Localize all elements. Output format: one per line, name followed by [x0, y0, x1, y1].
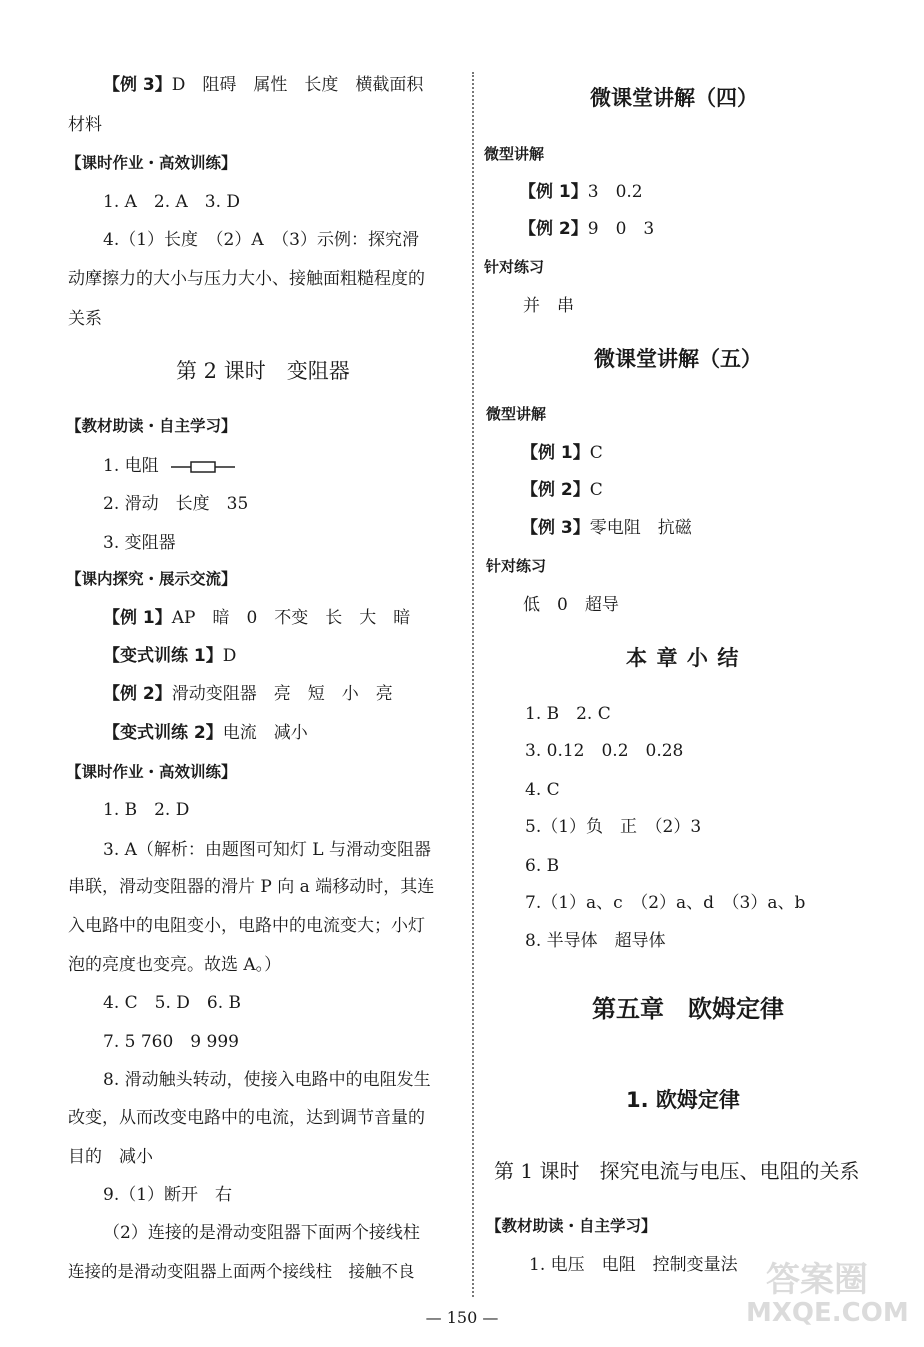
answer-line: 8. 滑动触头转动，使接入电路中的电阻发生 [103, 1070, 431, 1090]
example-3-line [103, 74, 423, 96]
variant-1-line [103, 645, 236, 667]
resistor-symbol-icon [171, 460, 235, 474]
section-header: 【教材助读・自主学习】 [66, 417, 237, 435]
chapter-summary-title: 本章小结 [626, 646, 748, 670]
example-1-line [519, 181, 643, 203]
answer-text: 1. 电阻 [103, 456, 159, 476]
answer-line: 入电路中的电阻变小，电路中的电流变大；小灯 [68, 916, 425, 936]
column-divider [472, 72, 474, 1297]
section-header: 【课时作业・高效训练】 [66, 154, 237, 172]
answer-line: （2）连接的是滑动变阻器下面两个接线柱 [103, 1223, 420, 1243]
answer-line: 7.（1）a、c （2）a、d （3）a、b [525, 893, 806, 913]
watermark-url: MXQE.COM [746, 1298, 909, 1328]
text-line: 材料 [68, 115, 102, 135]
answer-line: 3. A（解析：由题图可知灯 L 与滑动变阻器 [103, 840, 431, 860]
answer-line: 1. 电压 电阻 控制变量法 [529, 1255, 738, 1275]
answer-line: 4.（1）长度 （2）A （3）示例：探究滑 [103, 230, 419, 250]
example-1-line [521, 442, 603, 464]
subsection-header: 微型讲解 [484, 145, 545, 163]
example-answer: AP 暗 0 不变 长 大 暗 [171, 608, 411, 628]
watermark-text: 答案圈 [766, 1260, 868, 1300]
example-tag: 【例 3】 [103, 75, 172, 95]
example-2-line [519, 218, 654, 240]
variant-tag: 【变式训练 1】 [103, 646, 223, 666]
example-answer: C [589, 443, 603, 463]
section-title: 微课堂讲解（五） [594, 347, 762, 371]
variant-2-line [103, 722, 308, 744]
answer-line: 3. 变阻器 [103, 533, 176, 553]
section-title: 1. 欧姆定律 [626, 1088, 740, 1112]
answer-line: 1. B 2. D [103, 800, 190, 820]
section-title: 微课堂讲解（四） [590, 86, 758, 110]
answer-line: 4. C 5. D 6. B [103, 993, 242, 1013]
answer-line: 目的 减小 [68, 1147, 153, 1167]
example-answer: D 阻碍 属性 长度 横截面积 [171, 75, 424, 95]
example-tag: 【例 1】 [519, 182, 588, 202]
example-answer: 3 0.2 [587, 182, 643, 202]
answer-line: 8. 半导体 超导体 [525, 931, 666, 951]
example-2-line [521, 479, 603, 501]
lesson-title: 第 1 课时 探究电流与电压、电阻的关系 [494, 1159, 860, 1183]
answer-line [103, 455, 235, 477]
chapter-title: 第五章 欧姆定律 [592, 995, 784, 1023]
answer-line: 串联，滑动变阻器的滑片 P 向 a 端移动时，其连 [68, 877, 435, 897]
example-3-line [521, 517, 692, 539]
answer-line: 动摩擦力的大小与压力大小、接触面粗糙程度的 [68, 269, 425, 289]
answer-line: 3. 0.12 0.2 0.28 [525, 741, 684, 761]
answer-line: 6. B [525, 856, 560, 876]
example-tag: 【例 3】 [521, 518, 590, 538]
answer-line: 5.（1）负 正 （2）3 [525, 817, 702, 837]
answer-line: 1. A 2. A 3. D [103, 192, 241, 212]
subsection-header: 针对练习 [484, 258, 545, 276]
answer-line: 泡的亮度也变亮。故选 A。） [68, 955, 282, 975]
example-tag: 【例 2】 [103, 684, 172, 704]
variant-tag: 【变式训练 2】 [103, 723, 223, 743]
watermark-logo [728, 1252, 908, 1332]
example-tag: 【例 1】 [521, 443, 590, 463]
answer-line: 低 0 超导 [523, 595, 619, 615]
answer-line: 并 串 [523, 296, 574, 316]
page-number: — 150 — [425, 1308, 499, 1327]
section-header: 【教材助读・自主学习】 [486, 1217, 657, 1235]
answer-line: 改变，从而改变电路中的电流，达到调节音量的 [68, 1108, 425, 1128]
example-2-line [103, 683, 393, 705]
answer-line: 关系 [68, 309, 102, 329]
example-tag: 【例 1】 [103, 608, 172, 628]
example-answer: 9 0 3 [587, 219, 655, 239]
section-header: 【课时作业・高效训练】 [66, 763, 237, 781]
example-answer: 零电阻 抗磁 [589, 518, 692, 538]
variant-answer: 电流 减小 [222, 723, 308, 743]
answer-line: 9.（1）断开 右 [103, 1185, 233, 1205]
variant-answer: D [222, 646, 237, 666]
answer-line: 7. 5 760 9 999 [103, 1032, 239, 1052]
answer-line: 2. 滑动 长度 35 [103, 494, 249, 514]
subsection-header: 微型讲解 [486, 405, 547, 423]
example-answer: 滑动变阻器 亮 短 小 亮 [171, 684, 393, 704]
answer-line: 连接的是滑动变阻器上面两个接线柱 接触不良 [68, 1262, 415, 1281]
example-answer: C [589, 480, 603, 500]
subsection-header: 针对练习 [486, 557, 547, 575]
answer-line: 1. B 2. C [525, 704, 611, 724]
example-tag: 【例 2】 [519, 219, 588, 239]
example-tag: 【例 2】 [521, 480, 590, 500]
answer-line: 4. C [525, 780, 560, 800]
lesson-title: 第 2 课时 变阻器 [176, 359, 350, 383]
example-1-line [103, 607, 410, 629]
section-header: 【课内探究・展示交流】 [66, 570, 237, 588]
